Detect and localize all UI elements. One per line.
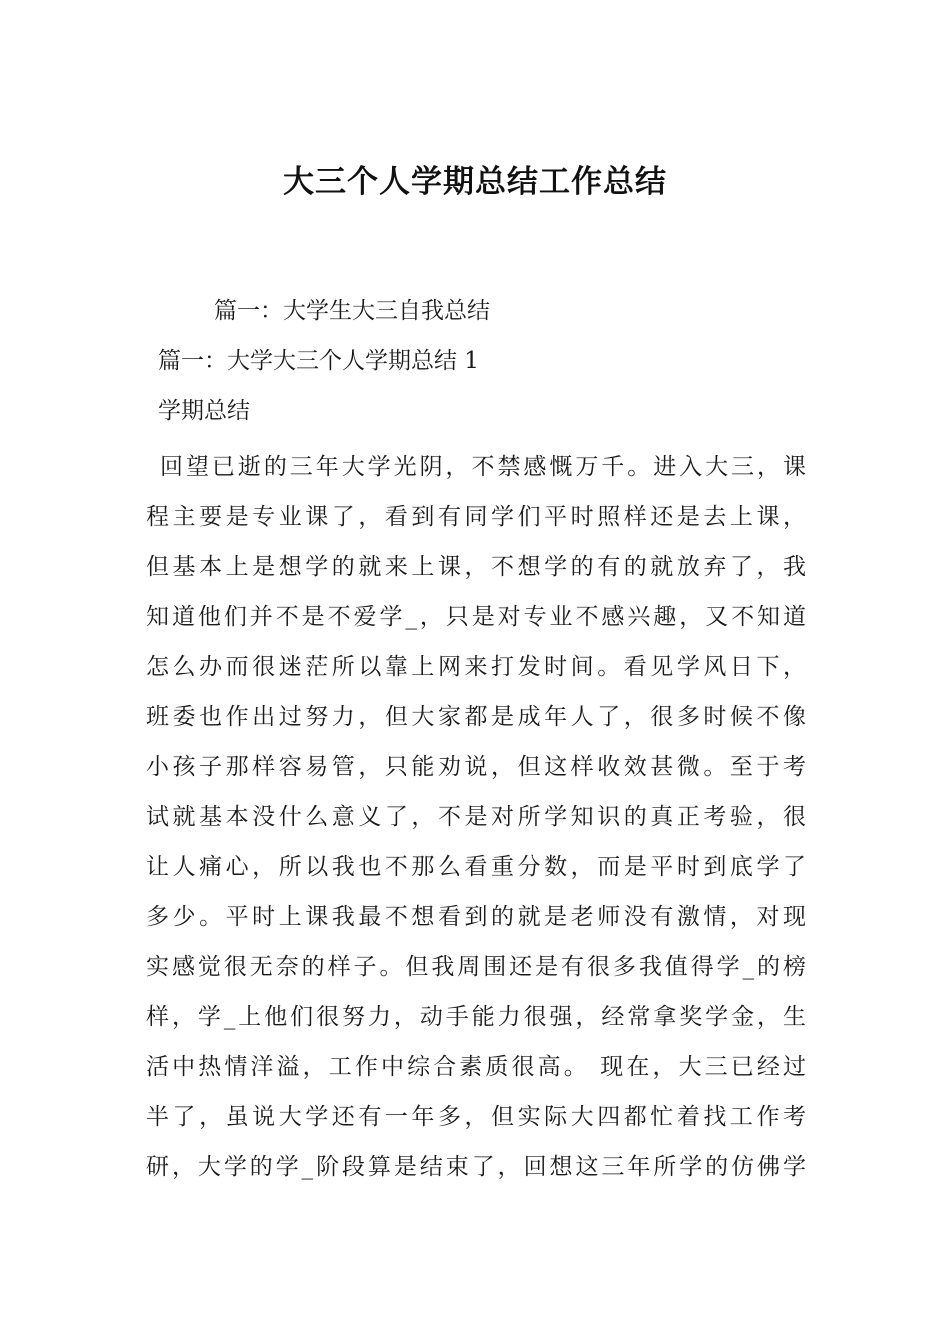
body-paragraph xyxy=(146,442,806,1192)
body-line: 活中热情洋溢，工作中综合素质很高。 现在，大三已经过 xyxy=(146,1054,806,1080)
section-heading-3: 学期总结 xyxy=(158,398,250,424)
body-line: 班委也作出过努力，但大家都是成年人了，很多时候不像 xyxy=(146,704,806,730)
body-line: 但基本上是想学的就来上课，不想学的有的就放弃了，我 xyxy=(146,554,806,580)
body-line: 样，学_上他们很努力，动手能力很强，经常拿奖学金，生 xyxy=(146,1004,806,1030)
body-line: 回望已逝的三年大学光阴，不禁感慨万千。进入大三，课 xyxy=(160,454,806,480)
section-heading-1: 篇一：大学生大三自我总结 xyxy=(214,298,490,324)
body-line: 研，大学的学_阶段算是结束了，回想这三年所学的仿佛学 xyxy=(146,1154,806,1180)
body-line: 怎么办而很迷茫所以靠上网来打发时间。看见学风日下， xyxy=(146,654,806,680)
body-line: 程主要是专业课了，看到有同学们平时照样还是去上课， xyxy=(146,504,806,530)
body-line: 试就基本没什么意义了，不是对所学知识的真正考验，很 xyxy=(146,804,806,830)
body-line: 知道他们并不是不爱学_，只是对专业不感兴趣，又不知道 xyxy=(146,604,806,630)
body-line: 小孩子那样容易管，只能劝说，但这样收效甚微。至于考 xyxy=(146,754,806,780)
body-line: 实感觉很无奈的样子。但我周围还是有很多我值得学_的榜 xyxy=(146,954,806,980)
body-line: 半了，虽说大学还有一年多，但实际大四都忙着找工作考 xyxy=(146,1104,806,1130)
body-line: 多少。平时上课我最不想看到的就是老师没有激情，对现 xyxy=(146,904,806,930)
section-heading-2: 篇一：大学大三个人学期总结 1 xyxy=(158,348,479,374)
body-line: 让人痛心，所以我也不那么看重分数，而是平时到底学了 xyxy=(146,854,806,880)
document-title: 大三个人学期总结工作总结 xyxy=(283,164,667,200)
